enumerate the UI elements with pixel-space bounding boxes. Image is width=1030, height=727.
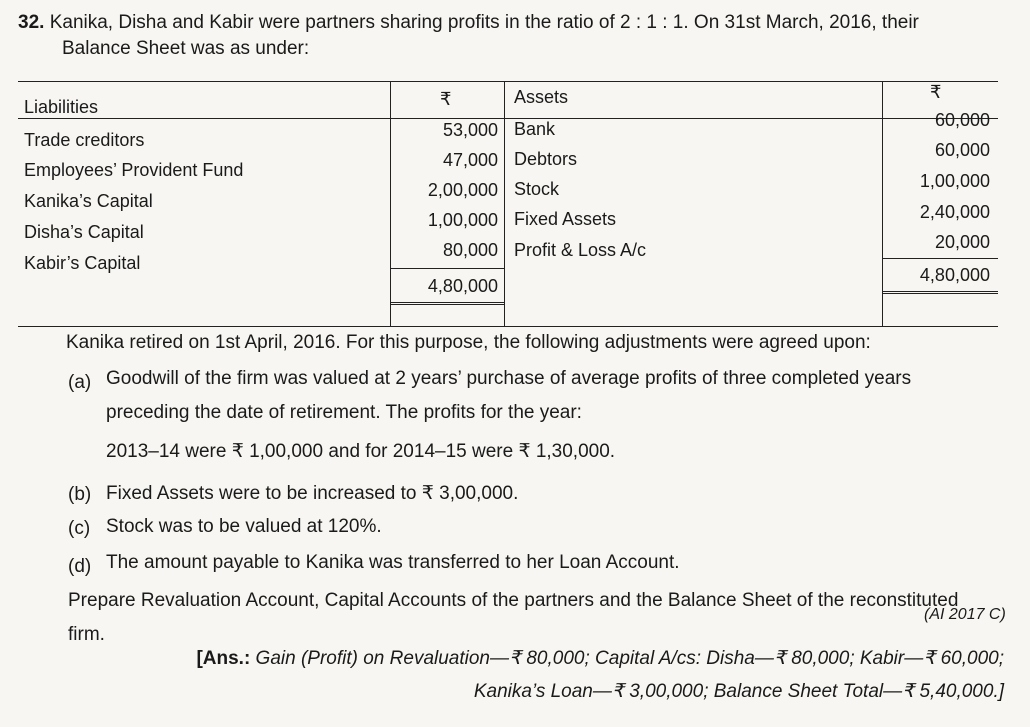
asset-amount: 2,40,000	[919, 202, 990, 222]
header-assets: Assets	[514, 87, 569, 107]
total-rule-left	[390, 268, 504, 269]
header-rupee-left: ₹	[440, 89, 452, 109]
adjustment-b-text: Fixed Assets were to be increased to ₹ 3,00,000.	[106, 483, 519, 504]
asset-name: Debtors	[514, 149, 578, 169]
header-rupee-right: ₹	[930, 82, 942, 102]
asset-name: Profit & Loss A/c	[514, 240, 647, 260]
liability-amount: 80,000	[442, 240, 498, 260]
liability-amount: 2,00,000	[427, 180, 498, 200]
header-liabilities: Liabilities	[24, 97, 99, 117]
asset-amount: 60,000	[934, 110, 990, 130]
liability-name: Kanika’s Capital	[24, 191, 153, 211]
liability-amount: 1,00,000	[427, 210, 498, 230]
liability-name: Trade creditors	[24, 130, 145, 150]
question-text	[18, 10, 1008, 62]
liability-amount: 53,000	[442, 120, 498, 140]
source-tag: (AI 2017 C)	[924, 606, 1006, 623]
adjustment-b-label: (b)	[68, 484, 92, 505]
adjustment-a-line-3: 2013–14 were ₹ 1,00,000 and for 2014–15 were ₹ 1,30,000.	[106, 441, 616, 462]
double-rule-right	[882, 291, 998, 294]
liability-name: Kabir’s Capital	[24, 253, 141, 273]
adjustment-d-text: The amount payable to Kanika was transferred to her Loan Account.	[106, 552, 680, 573]
total-rule-right	[882, 258, 998, 259]
asset-name: Stock	[514, 179, 560, 199]
asset-amount: 1,00,000	[919, 171, 990, 191]
total-right: 4,80,000	[919, 265, 990, 285]
asset-amount: 60,000	[934, 140, 990, 160]
asset-amount: 20,000	[934, 232, 990, 252]
adjustment-d-label: (d)	[68, 556, 92, 577]
adjustment-a-line-1: Goodwill of the firm was valued at 2 years’ purchase of average profits of three completed years	[106, 368, 912, 389]
prepare-line-1: Prepare Revaluation Account, Capital Accounts of the partners and the Balance Sheet of the reconstituted	[68, 590, 959, 611]
total-left: 4,80,000	[427, 276, 498, 296]
question-number: 32.	[18, 12, 45, 33]
answer-label: [Ans.:	[196, 648, 251, 669]
double-rule-left	[390, 302, 504, 305]
asset-name: Fixed Assets	[514, 209, 617, 229]
question-line-2: Balance Sheet was as under:	[62, 38, 310, 59]
question-line-1: Kanika, Disha and Kabir were partners sharing profits in the ratio of 2 : 1 : 1. On 31st March, 2016, their	[49, 12, 919, 33]
header-rule	[18, 118, 998, 119]
answer-text-1: Gain (Profit) on Revaluation—₹ 80,000; Capital A/cs: Disha—₹ 80,000; Kabir—₹ 60,000;	[255, 648, 1004, 669]
adjustment-c-text: Stock was to be valued at 120%.	[106, 516, 382, 537]
adjustment-a-line-2: preceding the date of retirement. The profits for the year:	[106, 402, 582, 423]
liability-amount: 47,000	[442, 150, 498, 170]
balance-sheet-table	[18, 82, 998, 326]
adjustment-c-label: (c)	[68, 518, 91, 539]
intro-text: Kanika retired on 1st April, 2016. For this purpose, the following adjustments were agreed upon:	[66, 332, 871, 353]
prepare-line-2: firm.	[68, 624, 105, 645]
liability-name: Disha’s Capital	[24, 222, 144, 242]
answer-line-1	[196, 647, 1004, 670]
table-bottom-rule	[18, 326, 998, 327]
adjustment-a-label: (a)	[68, 372, 92, 393]
asset-name: Bank	[514, 119, 556, 139]
liability-name: Employees’ Provident Fund	[24, 160, 244, 180]
answer-line-2: Kanika’s Loan—₹ 3,00,000; Balance Sheet Total—₹ 5,40,000.]	[473, 681, 1004, 702]
